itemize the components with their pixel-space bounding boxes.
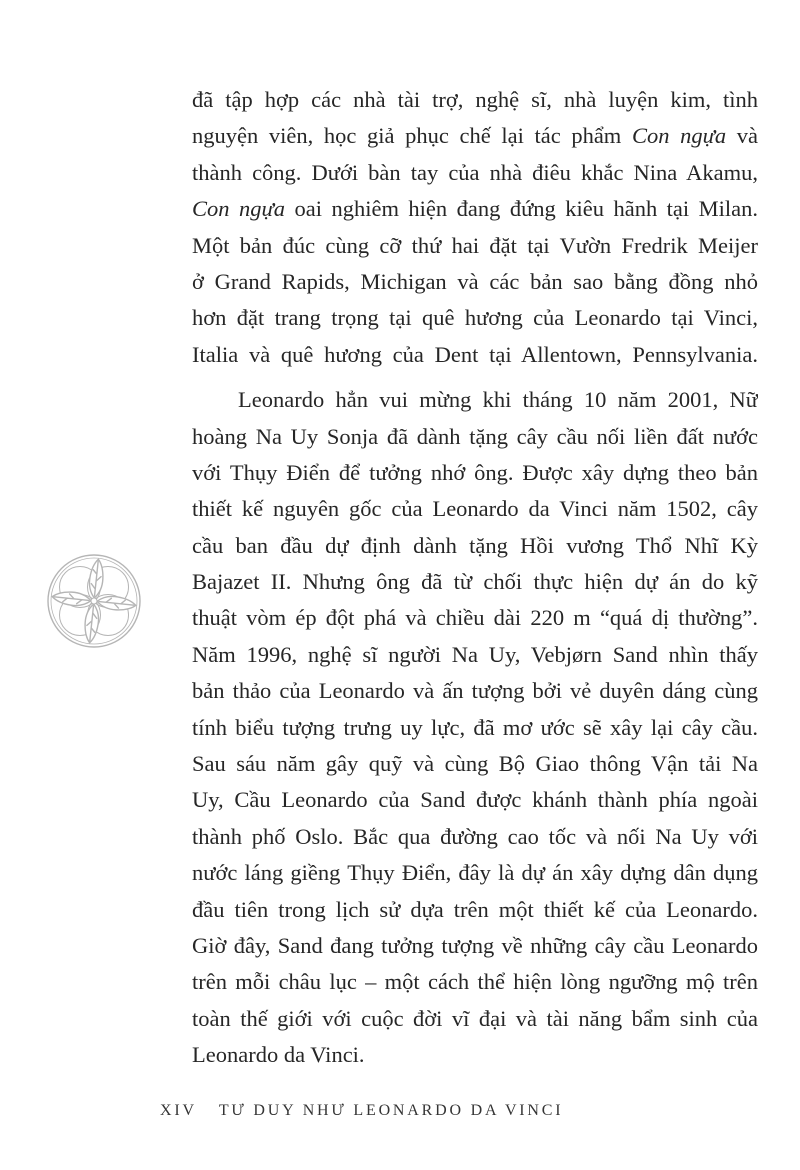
text-segment: Leonardo hẳn vui mừng khi tháng 10 năm 2001, Nữ: [238, 387, 758, 413]
text-segment: đầu tiên trong lịch sử dựa trên một thiết kế của Leonardo.: [192, 896, 758, 922]
text-segment: ở Grand Rapids, Michigan và các bản sao bằng đồng nhỏ: [192, 268, 758, 294]
text-line: [192, 855, 758, 891]
text-line: [192, 191, 758, 227]
text-line: [192, 264, 758, 300]
text-line: [192, 491, 758, 527]
text-line: [192, 1037, 758, 1073]
page-number: XIV: [160, 1102, 197, 1119]
text-line: [192, 155, 758, 191]
paragraph: [192, 382, 758, 1073]
text-segment: Năm 1996, nghệ sĩ người Na Uy, Vebjørn Sand nhìn thấy: [192, 641, 758, 667]
text-segment: thành công. Dưới bàn tay của nhà điêu khắc Nina Akamu,: [192, 159, 758, 185]
paragraph: [192, 82, 758, 373]
text-segment: nước láng giềng Thụy Điển, đây là dự án xây dựng dân dụng: [192, 860, 758, 886]
text-segment: Sau sáu năm gây quỹ và cùng Bộ Giao thông Vận tải Na: [192, 751, 758, 777]
text-line: [192, 300, 758, 336]
text-line: [192, 964, 758, 1000]
text-line: [192, 1001, 758, 1037]
text-segment: Giờ đây, Sand đang tưởng tượng về những cây cầu Leonardo: [192, 932, 758, 958]
text-segment: với Thụy Điển để tưởng nhớ ông. Được xây dựng theo bản: [192, 459, 758, 485]
text-segment: cầu ban đầu dự định dành tặng Hồi vương Thổ Nhĩ Kỳ: [192, 532, 758, 558]
text-segment: đã tập hợp các nhà tài trợ, nghệ sĩ, nhà luyện kim, tình: [192, 87, 758, 112]
text-segment: hoàng Na Uy Sonja đã dành tặng cây cầu nối liền đất nước: [192, 423, 758, 449]
text-segment: hơn đặt trang trọng tại quê hương của Leonardo tại Vinci,: [192, 305, 758, 331]
italic-text-segment: Con ngựa: [192, 196, 286, 222]
text-segment: thuật vòm ép đột phá và chiều dài 220 m “quá dị thường”.: [192, 605, 758, 631]
text-line: [192, 746, 758, 782]
text-segment: Một bản đúc cùng cỡ thứ hai đặt tại Vườn Fredrik Meijer: [192, 232, 758, 258]
text-line: [192, 673, 758, 709]
text-line: [192, 382, 758, 418]
text-segment: và: [726, 123, 758, 149]
text-segment: bản thảo của Leonardo và ấn tượng bởi vẻ duyên dáng cùng: [192, 678, 758, 704]
italic-text-segment: Con ngựa: [631, 123, 727, 149]
text-line: [192, 637, 758, 673]
text-line: [192, 928, 758, 964]
text-segment: thiết kế nguyên gốc của Leonardo da Vinci năm 1502, cây: [192, 496, 758, 522]
text-segment: Uy, Cầu Leonardo của Sand được khánh thành phía ngoài: [192, 787, 758, 813]
text-segment: Leonardo da Vinci.: [192, 1042, 365, 1068]
text-line: [192, 564, 758, 600]
text-line: [192, 455, 758, 491]
text-segment: toàn thế giới với cuộc đời vĩ đại và tài năng bẩm sinh của: [192, 1005, 758, 1031]
text-block: [192, 82, 758, 1074]
text-line: [192, 337, 758, 373]
text-line: [192, 600, 758, 636]
text-segment: thành phố Oslo. Bắc qua đường cao tốc và nối Na Uy với: [192, 823, 758, 849]
text-segment: Bajazet II. Nhưng ông đã từ chối thực hiện dự án do kỹ: [192, 569, 758, 595]
text-segment: Italia và quê hương của Dent tại Allentown, Pennsylvania.: [192, 341, 758, 367]
text-line: [192, 528, 758, 564]
text-line: [192, 419, 758, 455]
page-footer: [160, 1102, 563, 1120]
rosette-ornament-icon: [44, 549, 144, 653]
text-line: [192, 710, 758, 746]
text-segment: trên mỗi châu lục – một cách thể hiện lòng ngưỡng mộ trên: [192, 969, 758, 995]
book-title: TƯ DUY NHƯ LEONARDO DA VINCI: [218, 1102, 564, 1119]
text-segment: nguyện viên, học giả phục chế lại tác phẩm: [192, 123, 632, 149]
text-line: [192, 228, 758, 264]
text-segment: tính biểu tượng trưng uy lực, đã mơ ước sẽ xây lại cây cầu.: [192, 714, 758, 740]
text-line: [192, 819, 758, 855]
text-line: [192, 782, 758, 818]
text-line: [192, 82, 758, 118]
text-line: [192, 118, 758, 154]
text-segment: oai nghiêm hiện đang đứng kiêu hãnh tại Milan.: [285, 196, 758, 222]
text-line: [192, 892, 758, 928]
